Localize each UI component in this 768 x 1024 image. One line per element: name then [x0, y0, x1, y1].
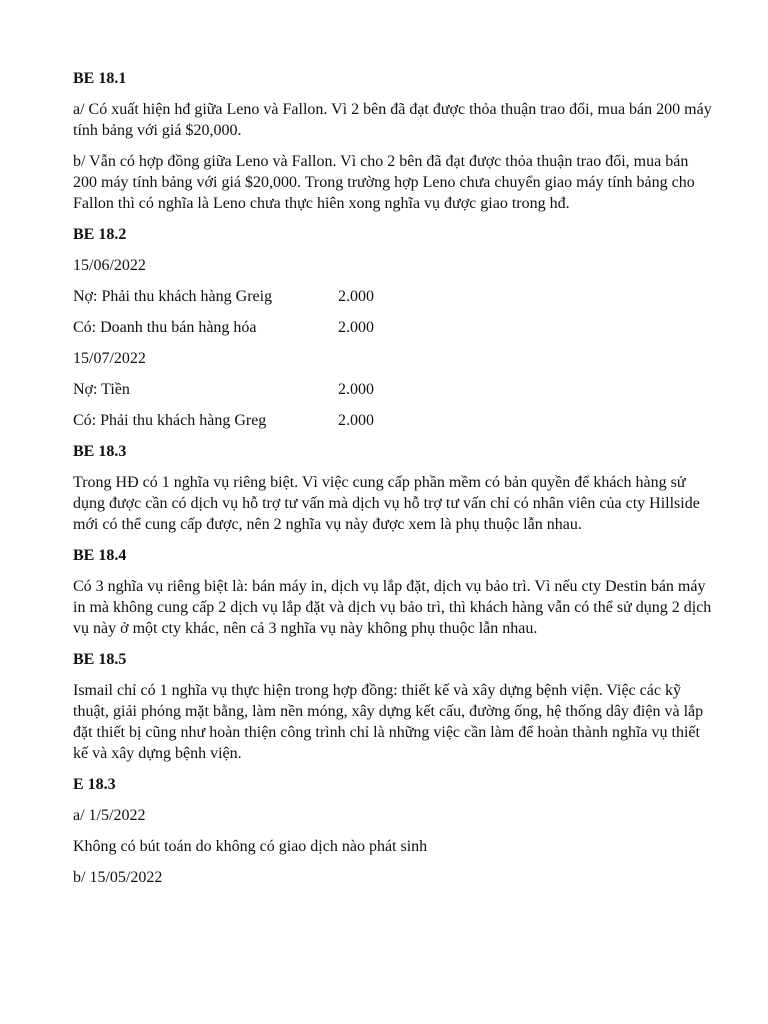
paragraph: Ismail chỉ có 1 nghĩa vụ thực hiện trong hợp đồng: thiết kế và xây dựng bệnh viện. Việc các kỹ thuật, giải phóng mặt bằng, làm nền móng, xây dựng kết cấu, đường ống, hệ thống dây điện và lắp đặt thiết bị cũng như hoàn thiện công trình chỉ là những việc cần làm để hoàn thành nghĩa vụ thiết kế và xây dựng bệnh viện. [73, 682, 704, 762]
journal-entry [73, 286, 713, 307]
journal-entry [73, 379, 713, 400]
journal-entry [73, 410, 713, 431]
section-be-18-2 [73, 224, 713, 431]
journal-entry [73, 317, 713, 338]
entry-amount: 2.000 [338, 319, 374, 336]
entry-amount: 2.000 [338, 412, 374, 429]
paragraph: b/ 15/05/2022 [73, 869, 163, 886]
section-heading: BE 18.2 [73, 226, 127, 243]
paragraph: a/ Có xuất hiện hđ giữa Leno và Fallon. Vì 2 bên đã đạt được thỏa thuận trao đổi, mua bán 200 máy tính bảng với giá $20,000. [73, 101, 712, 139]
entry-account: Nợ: Phải thu khách hàng Greig [73, 288, 273, 305]
section-heading: E 18.3 [73, 776, 116, 793]
entry-account: Nợ: Tiền [73, 381, 130, 398]
section-heading: BE 18.5 [73, 651, 127, 668]
section-be-18-5 [73, 649, 713, 764]
paragraph: Trong HĐ có 1 nghĩa vụ riêng biệt. Vì việc cung cấp phần mềm có bản quyền để khách hàng sử dụng được cần có dịch vụ hỗ trợ tư vấn mà dịch vụ hỗ trợ tư vấn chỉ có nhân viên của cty Hillside mới có thể cung cấp được, nên 2 nghĩa vụ này được xem là phụ thuộc lẫn nhau. [73, 474, 700, 533]
section-e-18-3 [73, 774, 713, 888]
entry-amount: 2.000 [338, 381, 374, 398]
entry-date: 15/06/2022 [73, 257, 146, 274]
section-be-18-1 [73, 68, 713, 214]
section-be-18-3 [73, 441, 713, 535]
paragraph: a/ 1/5/2022 [73, 807, 146, 824]
section-heading: BE 18.3 [73, 443, 127, 460]
paragraph: b/ Vẫn có hợp đồng giữa Leno và Fallon. Vì cho 2 bên đã đạt được thỏa thuận trao đổi, mua bán 200 máy tính bảng với giá $20,000. Trong trường hợp Leno chưa chuyển giao máy tính bảng cho Fallon thì có nghĩa là Leno chưa thực hiên xong nghĩa vụ được giao trong hđ. [73, 153, 695, 212]
paragraph: Có 3 nghĩa vụ riêng biệt là: bán máy in, dịch vụ lắp đặt, dịch vụ bảo trì. Vì nếu cty Destin bán máy in mà không cung cấp 2 dịch vụ lắp đặt và dịch vụ bảo trì, thì khách hàng vẫn có thể sử dụng 2 dịch vụ này ở một cty khác, nên cả 3 nghĩa vụ này không phụ thuộc lẫn nhau. [73, 578, 712, 637]
document-page [73, 68, 713, 898]
section-heading: BE 18.4 [73, 547, 127, 564]
paragraph: Không có bút toán do không có giao dịch nào phát sinh [73, 838, 428, 855]
entry-date: 15/07/2022 [73, 350, 146, 367]
section-be-18-4 [73, 545, 713, 639]
entry-account: Có: Phải thu khách hàng Greg [73, 412, 267, 429]
entry-amount: 2.000 [338, 288, 374, 305]
entry-account: Có: Doanh thu bán hàng hóa [73, 319, 257, 336]
section-heading: BE 18.1 [73, 70, 127, 87]
